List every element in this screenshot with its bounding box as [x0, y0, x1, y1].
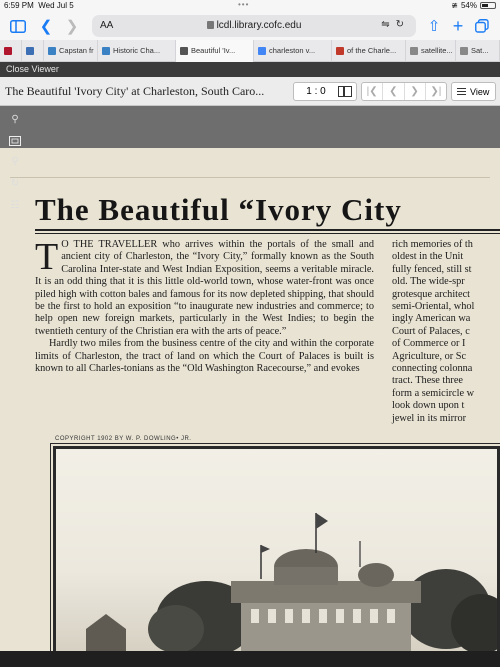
favicon-icon — [102, 47, 110, 55]
browser-tab[interactable] — [0, 40, 22, 62]
lock-icon — [207, 21, 214, 29]
column-2-line: oldest in the Unit — [392, 251, 464, 263]
browser-tab[interactable] — [22, 40, 44, 62]
translate-icon[interactable]: ⇋ — [381, 19, 396, 30]
column-2-line: fully fenced, still st — [392, 263, 472, 275]
article-paragraph-2: Hardly two miles from the business centre of the city and within the corporate limits of Charleston, the tract of land on which the Court of Palaces is built is known to all Charles-tonians as the “Old Washington Racecourse,” and evokes — [35, 338, 374, 375]
favicon-icon — [180, 47, 188, 55]
column-2-line: rich memories of th — [392, 239, 473, 250]
favicon-icon — [410, 47, 418, 55]
favicon-icon — [4, 47, 12, 55]
new-tab-icon[interactable]: + — [452, 15, 464, 36]
photo-copyright: COPYRIGHT 1902 BY W. P. DOWLING• JR. — [55, 436, 192, 442]
zoom-in-icon[interactable]: ⚲ — [11, 114, 19, 125]
tab-label: Historic Cha... — [113, 46, 161, 55]
browser-tab[interactable] — [176, 40, 254, 62]
first-page-icon[interactable]: |❮ — [362, 83, 383, 100]
previous-page-icon[interactable]: ❮ — [383, 83, 404, 100]
page-indicator[interactable] — [293, 82, 357, 101]
photo-illustration — [56, 449, 500, 651]
column-2-line: form a semicircle w — [392, 387, 475, 399]
column-2-line: Court of Palaces, c — [392, 325, 470, 337]
browser-tab[interactable] — [254, 40, 332, 62]
browser-tab[interactable] — [406, 40, 456, 62]
page-indicator-text: 1 : 0 — [306, 86, 326, 97]
column-2-line: old. The wide-spr — [392, 276, 465, 288]
tab-label: of the Charle... — [347, 46, 397, 55]
favicon-icon — [48, 47, 56, 55]
book-icon[interactable] — [338, 86, 352, 97]
favicon-icon — [258, 47, 266, 55]
status-time: 6:59 PM Wed Jul 5 — [4, 1, 74, 10]
page-navigation — [361, 82, 447, 101]
browser-tab[interactable] — [98, 40, 176, 62]
browser-tab[interactable] — [44, 40, 98, 62]
view-button[interactable] — [451, 82, 496, 101]
browser-tab[interactable] — [456, 40, 500, 62]
settings-icon[interactable]: ☷ — [10, 200, 20, 211]
rotate-icon[interactable]: ↻ — [10, 178, 20, 189]
scanned-page[interactable] — [0, 148, 500, 651]
multitasking-dots[interactable]: ••• — [238, 0, 250, 9]
column-2-line: tract. These three — [392, 375, 463, 387]
article-paragraph-1: O THE TRAVELLER who arrives within the portals of the small and ancient city of Charleston, the “Ivory City,” formally known as the South Carolina Inter-state and West Indian Exposition, seems a veritable miracle. It is an odd thing that it is this little old-world town, whose water-front was once piled high with cotton bales and famous for its now depleted shipping, that should be the first to hold an exposition “to inaugurate new industries and commerce; to help open new foreign markets, particularly in the West Indies; to begin the twentieth century of the Christian era with the arts of peace.” — [35, 239, 374, 337]
column-2-line: semi-Oriental, whol — [392, 301, 475, 313]
status-right — [451, 1, 496, 10]
close-viewer-bar[interactable] — [0, 62, 500, 77]
battery-percent: 54% — [460, 1, 477, 10]
viewer-background — [0, 106, 500, 148]
close-viewer-button[interactable]: Close Viewer — [6, 64, 59, 74]
tab-label: charleston v... — [269, 46, 316, 55]
view-label: View — [470, 86, 490, 97]
article-column-1 — [35, 236, 374, 375]
browser-tab[interactable] — [332, 40, 406, 62]
favicon-icon — [336, 47, 344, 55]
tabs-overview-icon[interactable] — [472, 16, 492, 36]
menu-icon — [457, 88, 466, 95]
exposition-photo — [53, 446, 500, 651]
bottom-bar — [0, 651, 500, 667]
url-text: lcdl.library.cofc.edu — [216, 20, 302, 31]
sidebar-icon[interactable] — [8, 16, 28, 36]
viewer-titlebar — [0, 77, 500, 106]
article-headline: The Beautiful “Ivory City — [35, 192, 402, 227]
zoom-out-icon[interactable]: ⚲ — [11, 156, 19, 167]
headline-rule — [35, 229, 500, 231]
back-icon[interactable]: ❮ — [39, 18, 53, 35]
column-2-line: connecting colonna — [392, 363, 473, 375]
headline-rule-thin — [35, 233, 500, 234]
column-2-line: grotesque architect — [392, 288, 471, 300]
status-bar — [0, 0, 500, 12]
reload-icon[interactable]: ↻ — [395, 19, 410, 30]
column-2-line: look down upon t — [392, 400, 465, 412]
page-edge — [10, 177, 490, 185]
address-bar[interactable] — [92, 15, 416, 37]
tab-label: Sat... — [471, 46, 489, 55]
favicon-icon — [460, 47, 468, 55]
tab-label: Beautiful 'Iv... — [191, 46, 236, 55]
column-2-line: jewel in its mirror — [392, 412, 467, 424]
tab-label: Capstan fr — [59, 46, 94, 55]
wifi-icon: ≇ — [451, 1, 458, 10]
browser-toolbar — [0, 12, 500, 40]
tab-label: satellite... — [421, 46, 453, 55]
article-column-2 — [392, 239, 500, 425]
column-2-line: Agriculture, or Sc — [392, 350, 467, 362]
tab-strip — [0, 40, 500, 62]
fit-to-window-icon[interactable] — [8, 136, 22, 148]
column-2-line: of Commerce or I — [392, 338, 466, 350]
viewer-tools — [0, 106, 30, 216]
reader-aa-button[interactable]: AA — [100, 20, 114, 31]
document-title: The Beautiful 'Ivory City' at Charleston, South Caro... — [5, 84, 265, 98]
drop-cap: T — [35, 236, 59, 278]
favicon-icon — [26, 47, 34, 55]
next-page-icon[interactable]: ❯ — [405, 83, 426, 100]
battery-icon — [480, 2, 496, 9]
last-page-icon[interactable]: ❯| — [430, 86, 442, 97]
column-2-line: ingly American wa — [392, 313, 471, 325]
share-icon[interactable]: ⇧ — [427, 18, 441, 35]
forward-icon[interactable]: ❯ — [65, 18, 79, 35]
